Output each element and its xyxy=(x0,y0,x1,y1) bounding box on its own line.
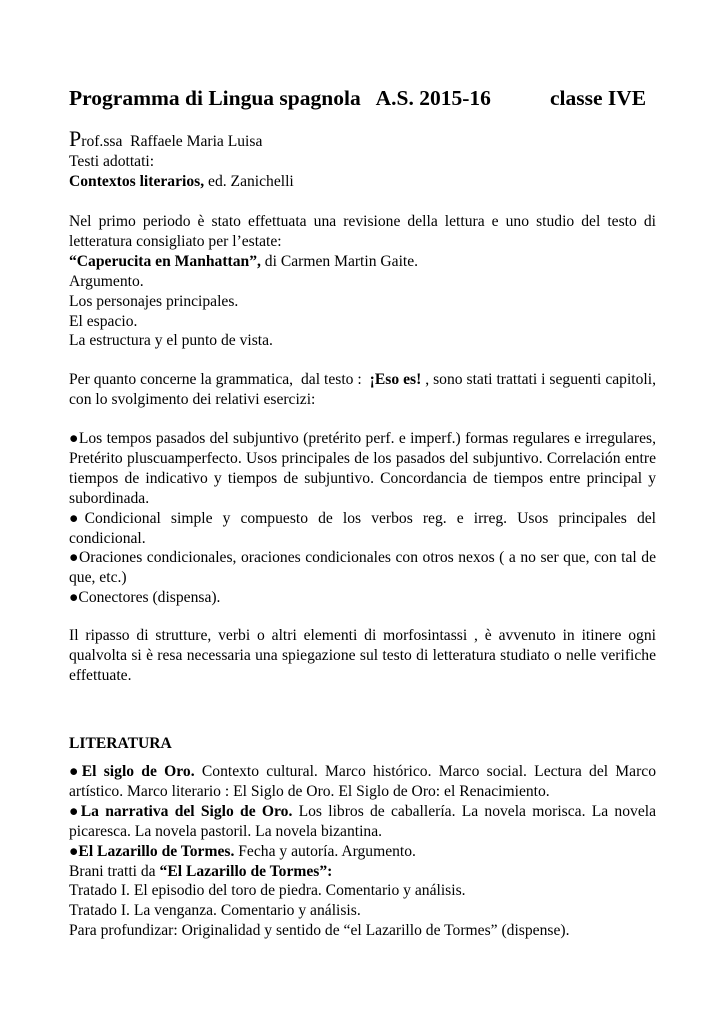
grammar-note xyxy=(69,626,656,686)
textbook-title: Contextos literarios, xyxy=(69,172,205,190)
grammar-intro xyxy=(69,370,656,410)
class-label: classe IVE xyxy=(550,86,647,110)
textbook-line xyxy=(69,172,656,192)
literatura-section xyxy=(69,734,656,754)
topic-item: Argumento. xyxy=(69,272,144,290)
document-title xyxy=(69,86,659,111)
textbooks-label: Testi adottati: xyxy=(69,152,155,170)
grammar-note-text: Il ripasso di strutture, verbi o altri elementi di morfosintassi , è avvenuto in itinere ogni qualvolta si è resa necessaria una spiegazione sul testo di letteratura studiato o nelle verifiche effettuate. xyxy=(69,627,656,684)
topic-item: El espacio. xyxy=(69,312,138,330)
title-text: Programma di Lingua spagnola A.S. 2015-16 xyxy=(69,86,491,110)
grammar-section xyxy=(69,370,656,410)
professor-name: rof.ssa Raffaele Maria Luisa xyxy=(81,133,263,150)
grammar-list xyxy=(69,429,656,608)
literatura-list xyxy=(69,762,656,941)
grammar-item: ●Condicional simple y compuesto de los verbos reg. e irreg. Usos principales del condicional. xyxy=(69,509,656,547)
literatura-item-text: Contexto cultural. Marco histórico. Marco social. Lectura del Marco artístico. Marco literario : El Siglo de Oro. El Siglo de Oro: el Renacimiento. xyxy=(69,763,657,800)
literatura-item-title: ●El siglo de Oro. xyxy=(69,763,195,780)
grammar-text-title: ¡Eso es! xyxy=(369,371,422,388)
tratado-line: Tratado I. La venganza. Comentario y análisis. xyxy=(69,902,361,920)
literatura-heading: LITERATURA xyxy=(69,735,172,752)
brani-prefix: Brani tratti da xyxy=(69,862,160,880)
header-info xyxy=(69,126,656,192)
profundizar-line: Para profundizar: Originalidad y sentido de “el Lazarillo de Tormes” (dispense). xyxy=(69,922,570,940)
intro-paragraph: Nel primo periodo è stato effettuata una revisione della lettura e uno studio del testo di letteratura consigliato per l’estate: xyxy=(69,213,656,250)
tratado-line: Tratado I. El episodio del toro de piedra. Comentario y análisis. xyxy=(69,882,466,900)
brani-title: “El Lazarillo de Tormes”: xyxy=(159,862,333,880)
intro-section xyxy=(69,212,656,351)
textbook-publisher: ed. Zanichelli xyxy=(204,172,294,190)
literatura-item-title: ●El Lazarillo de Tormes. xyxy=(69,842,235,860)
professor-line xyxy=(69,126,656,152)
book-author: di Carmen Martin Gaite. xyxy=(260,252,419,270)
grammar-item: ●Los tempos pasados del subjuntivo (pretérito perf. e imperf.) formas regulares e irregulares, Pretérito pluscuamperfecto. Usos principales de los pasados del subjuntivo. Correlación entre tiempos de indicativo y tiempos de subjuntivo. Concordancia de tiempos entre principal y subordinada. xyxy=(69,430,656,507)
literatura-item-text: Fecha y autoría. Argumento. xyxy=(234,842,416,860)
literatura-item-title: ●La narrativa del Siglo de Oro. xyxy=(69,802,293,820)
grammar-intro-before: Per quanto concerne la grammatica, dal testo : xyxy=(69,371,370,388)
literatura-item xyxy=(69,802,656,842)
topic-item: Los personajes principales. xyxy=(69,292,239,310)
literatura-item xyxy=(69,842,656,862)
literatura-item-text: Los libros de caballería. La novela morisca. La novela picaresca. La novela pastoril. La novela bizantina. xyxy=(69,802,656,840)
book-line xyxy=(69,252,656,272)
grammar-item: ●Oraciones condicionales, oraciones condicionales con otros nexos ( a no ser que, con tal de que, etc.) xyxy=(69,549,656,587)
grammar-item: ●Conectores (dispensa). xyxy=(69,589,221,607)
topic-item: La estructura y el punto de vista. xyxy=(69,332,273,350)
book-title: “Caperucita en Manhattan”, xyxy=(69,252,261,270)
literatura-item xyxy=(69,762,656,802)
professor-initial: P xyxy=(69,126,82,151)
grammar-intro-after: , sono stati trattati i seguenti capitoli, con lo svolgimento dei relativi esercizi: xyxy=(69,371,656,408)
brani-line xyxy=(69,862,656,882)
